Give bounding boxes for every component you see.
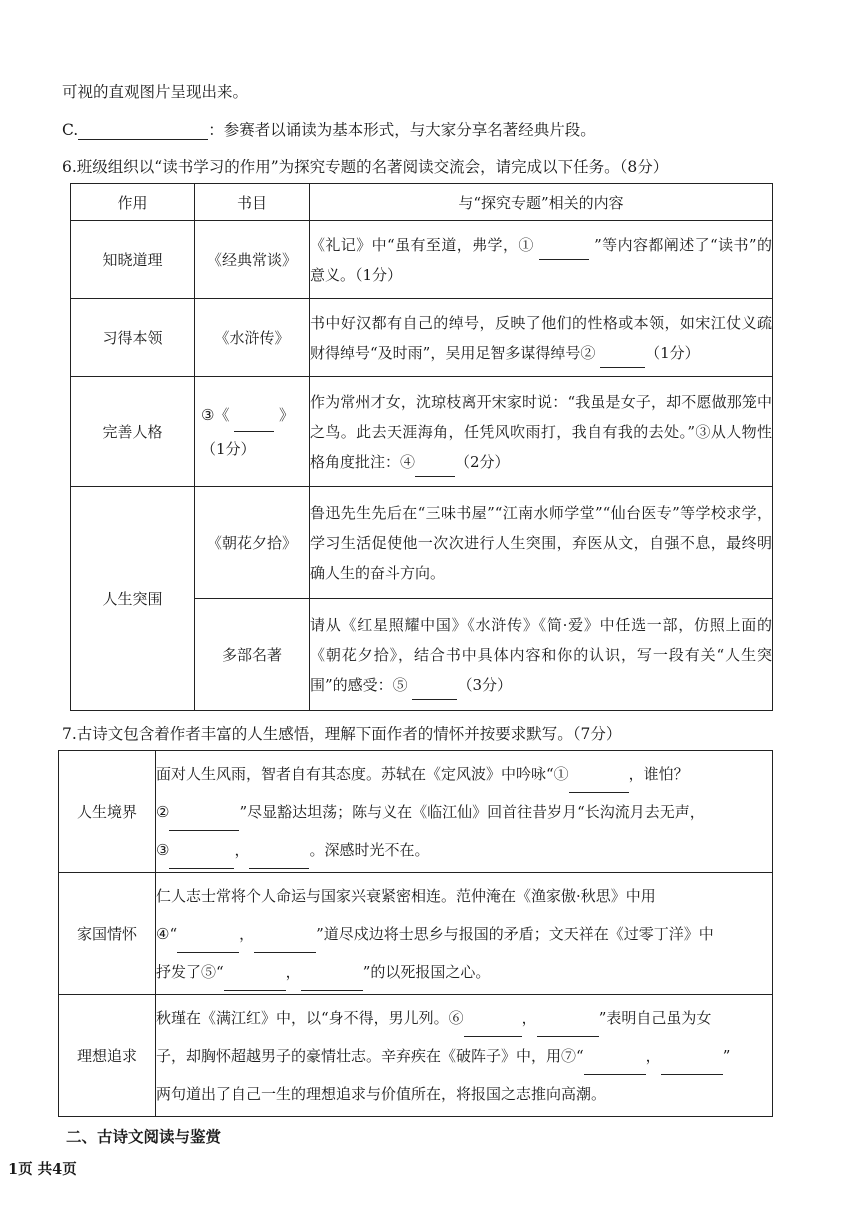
book-cell: 《经典常谈》 [195,221,310,299]
table-row [59,995,773,1117]
answer-blank-3[interactable] [234,414,274,432]
book-score: （1分） [201,439,256,458]
content-text: ② [156,802,170,821]
book-cell: 《朝花夕拾》 [195,487,310,599]
content-text: 请从《红星照耀中国》《水浒传》《简·爱》中任选一部，仿照上面的《朝花夕拾》，结合书中具体内容和你的认识，写一段有关“人生突围”的感受：⑤ [310,615,772,694]
poem-blank-7a[interactable] [584,1057,646,1075]
q6-title: 6.班级组织以“读书学习的作用”为探究专题的名著阅读交流会，请完成以下任务。（8分） [62,158,669,176]
intro-line: 可视的直观图片呈现出来。 [62,83,249,101]
poem-blank-5a[interactable] [224,973,286,991]
row-label: 人生境界 [59,751,156,873]
content-text: ”表明自己虽为女 [598,1008,712,1027]
role-cell: 完善人格 [71,377,195,487]
poem-blank-5b[interactable] [301,973,363,991]
content-cell [310,599,773,711]
content-cell [156,995,773,1117]
poem-blank-7b[interactable] [661,1057,723,1075]
content-text: ， [521,1008,537,1027]
content-text: ， [645,1046,661,1065]
content-text: ” [722,1046,731,1065]
content-text: 秋瑾在《满江红》中，以“身不得，男儿列。⑥ [156,1008,464,1027]
section-heading: 二、古诗文阅读与鉴赏 [66,1127,222,1146]
table-row [59,751,773,873]
content-cell [156,873,773,995]
content-text: （2分） [455,452,510,471]
answer-blank-4[interactable] [415,459,455,477]
poem-blank-4a[interactable] [177,935,239,953]
content-text: ”等内容都阐述了“读书”的意义。（1分） [310,235,772,284]
table-row [71,377,773,487]
content-cell [310,221,773,299]
role-cell: 知晓道理 [71,221,195,299]
poem-blank-6b[interactable] [537,1019,599,1037]
book-suffix: 》 [274,405,294,424]
header-content: 与“探究专题”相关的内容 [310,184,773,221]
content-cell: 鲁迅先生先后在“三味书屋”“江南水师学堂”“仙台医专”等学校求学，学习生活促使他一次次进行人生突围，弃医从文，自强不息，最终明确人生的奋斗方向。 [310,487,773,599]
table-row [59,873,773,995]
poem-blank-3a[interactable] [169,851,234,869]
role-cell: 人生突围 [71,487,195,711]
row-label: 家国情怀 [59,873,156,995]
content-text: ， [234,840,250,859]
content-text: 作为常州才女，沈琼枝离开宋家时说：“我虽是女子，却不愿做那笼中之鸟。此去天涯海角，任凭风吹雨打，我自有我的去处。”③从人物性格角度批注：④ [310,392,772,471]
content-text: 抒发了⑤“ [156,962,224,981]
content-text: ”尽显豁达坦荡；陈与义在《临江仙》回首往昔岁月“长沟流月去无声， [239,802,705,821]
content-cell [310,377,773,487]
q6-table [70,183,773,711]
item-c-prefix: C. [62,121,79,139]
content-text: 面对人生风雨，智者自有其态度。苏轼在《定风波》中吟咏“① [156,764,569,783]
content-text: （3分） [457,675,512,694]
row-label: 理想追求 [59,995,156,1117]
content-cell [310,299,773,377]
item-c-suffix: ：参赛者以诵读为基本形式，与大家分享名著经典片段。 [208,121,596,139]
content-text: 仁人志士常将个人命运与国家兴衰紧密相连。范仲淹在《渔家傲·秋思》中用 [156,886,656,905]
content-text: （1分） [645,343,700,362]
answer-blank-2[interactable] [600,350,645,368]
content-text: ③ [156,840,170,859]
poem-blank-4b[interactable] [254,935,316,953]
content-text: 两句道出了自己一生的理想追求与价值所在，将报国之志推向高潮。 [156,1084,607,1103]
content-text: ④“ [156,924,178,943]
poem-blank-1[interactable] [569,775,629,793]
book-cell [195,377,310,487]
content-text: ”的以死报国之心。 [362,962,491,981]
content-text: 书中好汉都有自己的绰号，反映了他们的性格或本领，如宋江仗义疏财得绰号“及时雨”，吴用足智多谋得绰号② [310,313,772,362]
content-text: ， [285,962,301,981]
poem-blank-6a[interactable] [464,1019,522,1037]
poem-blank-3b[interactable] [249,851,309,869]
q7-table [58,750,773,1117]
table-row [71,299,773,377]
content-text: 子，却胸怀超越男子的豪情壮志。辛弃疾在《破阵子》中，用⑦“ [156,1046,584,1065]
table-row [71,487,773,599]
book-cell: 多部名著 [195,599,310,711]
content-text: ，谁怕？ [628,764,689,783]
answer-blank-1[interactable] [539,242,589,260]
item-c-blank[interactable] [78,122,208,140]
table-row [71,221,773,299]
header-role: 作用 [71,184,195,221]
content-text: 《礼记》中“虽有至道，弗学，① [310,235,539,254]
q7-title: 7.古诗文包含着作者丰富的人生感悟，理解下面作者的情怀并按要求默写。（7分） [62,725,622,743]
page-footer: 1页 共4页 [8,1161,77,1178]
answer-blank-5[interactable] [412,682,457,700]
content-text: ”道尽戍边将士思乡与报国的矛盾；文天祥在《过零丁洋》中 [316,924,714,943]
role-cell: 习得本领 [71,299,195,377]
content-cell [156,751,773,873]
poem-blank-2[interactable] [169,813,239,831]
header-book: 书目 [195,184,310,221]
book-prefix: ③《 [201,405,235,424]
book-cell: 《水浒传》 [195,299,310,377]
item-c [62,118,596,140]
content-text: 。深感时光不在。 [309,840,430,859]
content-text: ， [239,924,255,943]
